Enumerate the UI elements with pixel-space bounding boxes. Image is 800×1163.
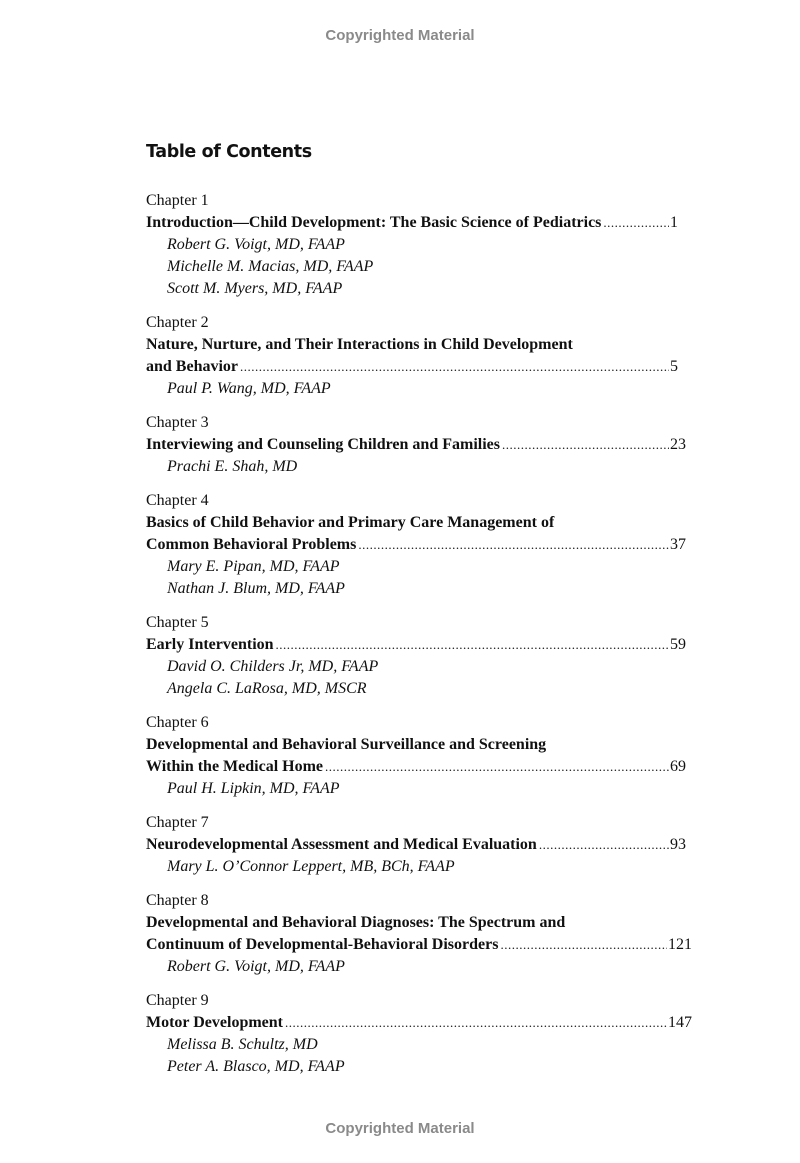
watermark-bottom: Copyrighted Material <box>325 1120 475 1137</box>
page-number: 23 <box>670 436 686 453</box>
dot-leader <box>276 634 669 656</box>
toc-entry[interactable] <box>146 990 692 1078</box>
watermark-top: Copyrighted Material <box>325 27 475 44</box>
dot-leader <box>325 756 669 778</box>
chapter-title-line[interactable] <box>146 834 692 856</box>
chapter-title-line[interactable] <box>146 634 692 656</box>
chapter-title: Early Intervention <box>146 636 274 653</box>
chapter-title-line[interactable] <box>146 1012 692 1034</box>
page-number: 5 <box>670 358 678 375</box>
toc-entry[interactable] <box>146 412 692 478</box>
chapter-author: Robert G. Voigt, MD, FAAP <box>167 958 345 975</box>
chapter-title: Developmental and Behavioral Surveillance and Screening <box>146 736 547 753</box>
toc-entry[interactable] <box>146 812 692 878</box>
chapter-title: Nature, Nurture, and Their Interactions in Child Development <box>146 336 573 353</box>
chapter-title-line[interactable] <box>146 534 692 556</box>
page-number: 69 <box>670 758 686 775</box>
page-number: 147 <box>668 1014 692 1031</box>
toc-entry[interactable] <box>146 312 692 400</box>
dot-leader <box>539 834 669 856</box>
chapter-label: Chapter 8 <box>146 892 209 909</box>
chapter-author: Mary E. Pipan, MD, FAAP <box>167 558 340 575</box>
chapter-title-line[interactable] <box>146 434 692 456</box>
chapter-title-line[interactable] <box>146 912 692 934</box>
chapter-label: Chapter 3 <box>146 414 209 431</box>
chapter-author: Paul P. Wang, MD, FAAP <box>167 380 331 397</box>
chapter-author: Scott M. Myers, MD, FAAP <box>167 280 343 297</box>
chapter-author: Angela C. LaRosa, MD, MSCR <box>167 680 367 697</box>
page-number: 93 <box>670 836 686 853</box>
dot-leader <box>285 1012 667 1034</box>
chapter-author: Prachi E. Shah, MD <box>167 458 298 475</box>
chapter-title: Neurodevelopmental Assessment and Medical Evaluation <box>146 836 537 853</box>
chapter-title-line[interactable] <box>146 756 692 778</box>
chapter-label: Chapter 2 <box>146 314 209 331</box>
chapter-label: Chapter 5 <box>146 614 209 631</box>
chapter-title-line[interactable] <box>146 356 692 378</box>
dot-leader <box>358 534 669 556</box>
chapter-title-line[interactable] <box>146 934 692 956</box>
chapter-title: Common Behavioral Problems <box>146 536 357 553</box>
chapter-author: David O. Childers Jr, MD, FAAP <box>167 658 379 675</box>
chapter-author: Robert G. Voigt, MD, FAAP <box>167 236 345 253</box>
page-number: 121 <box>668 936 692 953</box>
dot-leader <box>240 356 669 378</box>
page-number: 59 <box>670 636 686 653</box>
chapter-label: Chapter 6 <box>146 714 209 731</box>
chapter-title: Basics of Child Behavior and Primary Care Management of <box>146 514 555 531</box>
dot-leader <box>502 434 669 456</box>
chapter-title-line[interactable] <box>146 334 692 356</box>
chapter-title-line[interactable] <box>146 212 692 234</box>
chapter-title: Interviewing and Counseling Children and Families <box>146 436 500 453</box>
chapter-title-line[interactable] <box>146 734 692 756</box>
chapter-title: Within the Medical Home <box>146 758 324 775</box>
chapter-title: Introduction—Child Development: The Basic Science of Pediatrics <box>146 214 602 231</box>
toc-entry[interactable] <box>146 490 692 600</box>
chapter-label: Chapter 4 <box>146 492 209 509</box>
chapter-title: and Behavior <box>146 358 239 375</box>
chapter-author: Peter A. Blasco, MD, FAAP <box>167 1058 345 1075</box>
chapter-label: Chapter 9 <box>146 992 209 1009</box>
toc-entry[interactable] <box>146 712 692 800</box>
toc-entry[interactable] <box>146 612 692 700</box>
chapter-author: Michelle M. Macias, MD, FAAP <box>167 258 374 275</box>
toc-entry[interactable] <box>146 190 692 300</box>
page-number: 1 <box>670 214 678 231</box>
chapter-label: Chapter 7 <box>146 814 209 831</box>
chapter-title: Motor Development <box>146 1014 283 1031</box>
page-number: 37 <box>670 536 686 553</box>
chapter-author: Mary L. O’Connor Leppert, MB, BCh, FAAP <box>167 858 455 875</box>
chapter-title: Developmental and Behavioral Diagnoses: The Spectrum and <box>146 914 566 931</box>
chapter-label: Chapter 1 <box>146 192 209 209</box>
toc-entry[interactable] <box>146 890 692 978</box>
chapter-title: Continuum of Developmental-Behavioral Disorders <box>146 936 499 953</box>
dot-leader <box>603 212 669 234</box>
chapter-author: Paul H. Lipkin, MD, FAAP <box>167 780 340 797</box>
chapter-author: Nathan J. Blum, MD, FAAP <box>167 580 345 597</box>
chapter-title-line[interactable] <box>146 512 692 534</box>
page-title: Table of Contents <box>146 142 312 162</box>
dot-leader <box>500 934 667 956</box>
chapter-author: Melissa B. Schultz, MD <box>167 1036 318 1053</box>
